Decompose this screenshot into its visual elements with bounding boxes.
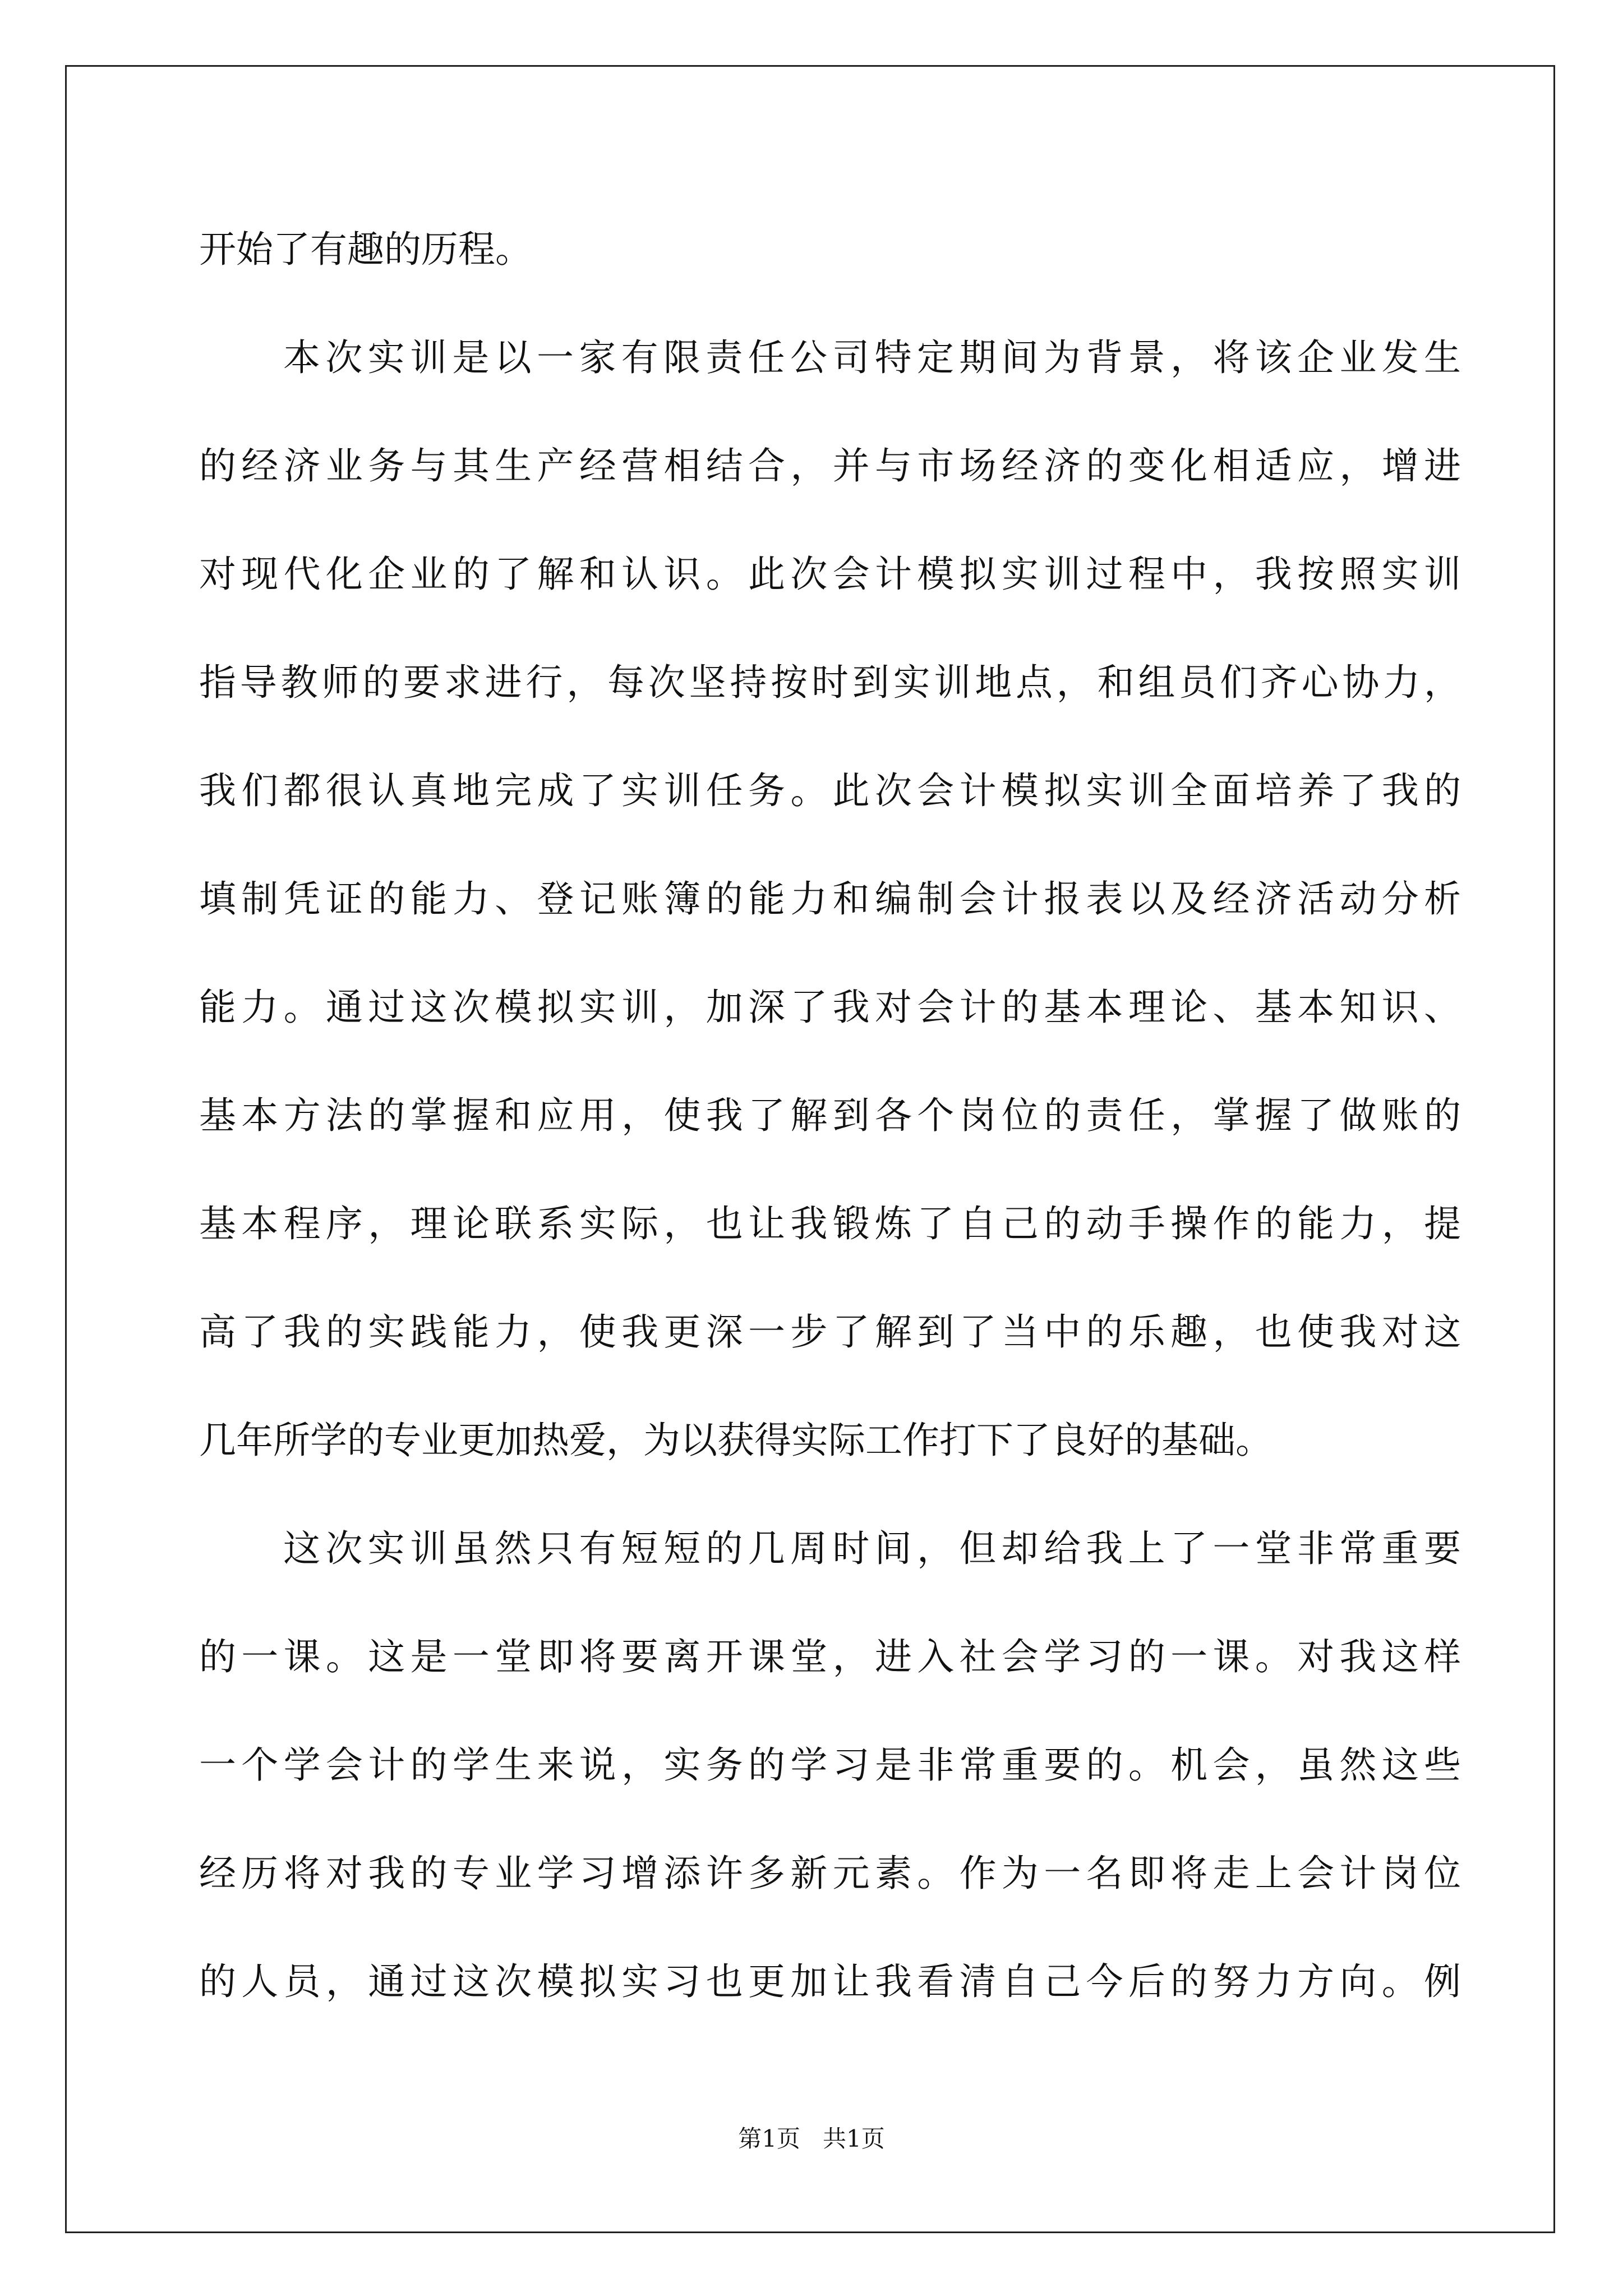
page-footer: 第1页 共1页	[738, 2125, 885, 2152]
text-line-12: 几年所学的专业更加热爱，为以获得实际工作打下了良好的基础。	[199, 1419, 1272, 1462]
text-line-2: 本次实训是以一家有限责任公司特定期间为背景，将该企业发生	[283, 336, 1461, 379]
text-line-7: 填制凭证的能力、登记账簿的能力和编制会计报表以及经济活动分析	[199, 877, 1461, 921]
page-border	[65, 65, 1555, 2233]
text-line-17: 的人员，通过这次模拟实习也更加让我看清自己今后的努力方向。例	[199, 1960, 1461, 2003]
text-line-1: 开始了有趣的历程。	[199, 228, 532, 271]
text-line-5: 指导教师的要求进行，每次坚持按时到实训地点，和组员们齐心协力，	[199, 661, 1461, 704]
text-line-4: 对现代化企业的了解和认识。此次会计模拟实训过程中，我按照实训	[199, 553, 1461, 596]
text-line-15: 一个学会计的学生来说，实务的学习是非常重要的。机会，虽然这些	[199, 1743, 1461, 1787]
text-line-9: 基本方法的掌握和应用，使我了解到各个岗位的责任，掌握了做账的	[199, 1094, 1461, 1137]
text-line-13: 这次实训虽然只有短短的几周时间，但却给我上了一堂非常重要	[283, 1527, 1461, 1570]
text-line-11: 高了我的实践能力，使我更深一步了解到了当中的乐趣，也使我对这	[199, 1310, 1461, 1354]
text-line-16: 经历将对我的专业学习增添许多新元素。作为一名即将走上会计岗位	[199, 1852, 1461, 1895]
text-line-8: 能力。通过这次模拟实训，加深了我对会计的基本理论、基本知识、	[199, 986, 1461, 1029]
text-line-10: 基本程序，理论联系实际，也让我锻炼了自己的动手操作的能力，提	[199, 1202, 1461, 1245]
text-line-3: 的经济业务与其生产经营相结合，并与市场经济的变化相适应，增进	[199, 444, 1461, 487]
text-line-6: 我们都很认真地完成了实训任务。此次会计模拟实训全面培养了我的	[199, 769, 1461, 812]
text-line-14: 的一课。这是一堂即将要离开课堂，进入社会学习的一课。对我这样	[199, 1635, 1461, 1678]
